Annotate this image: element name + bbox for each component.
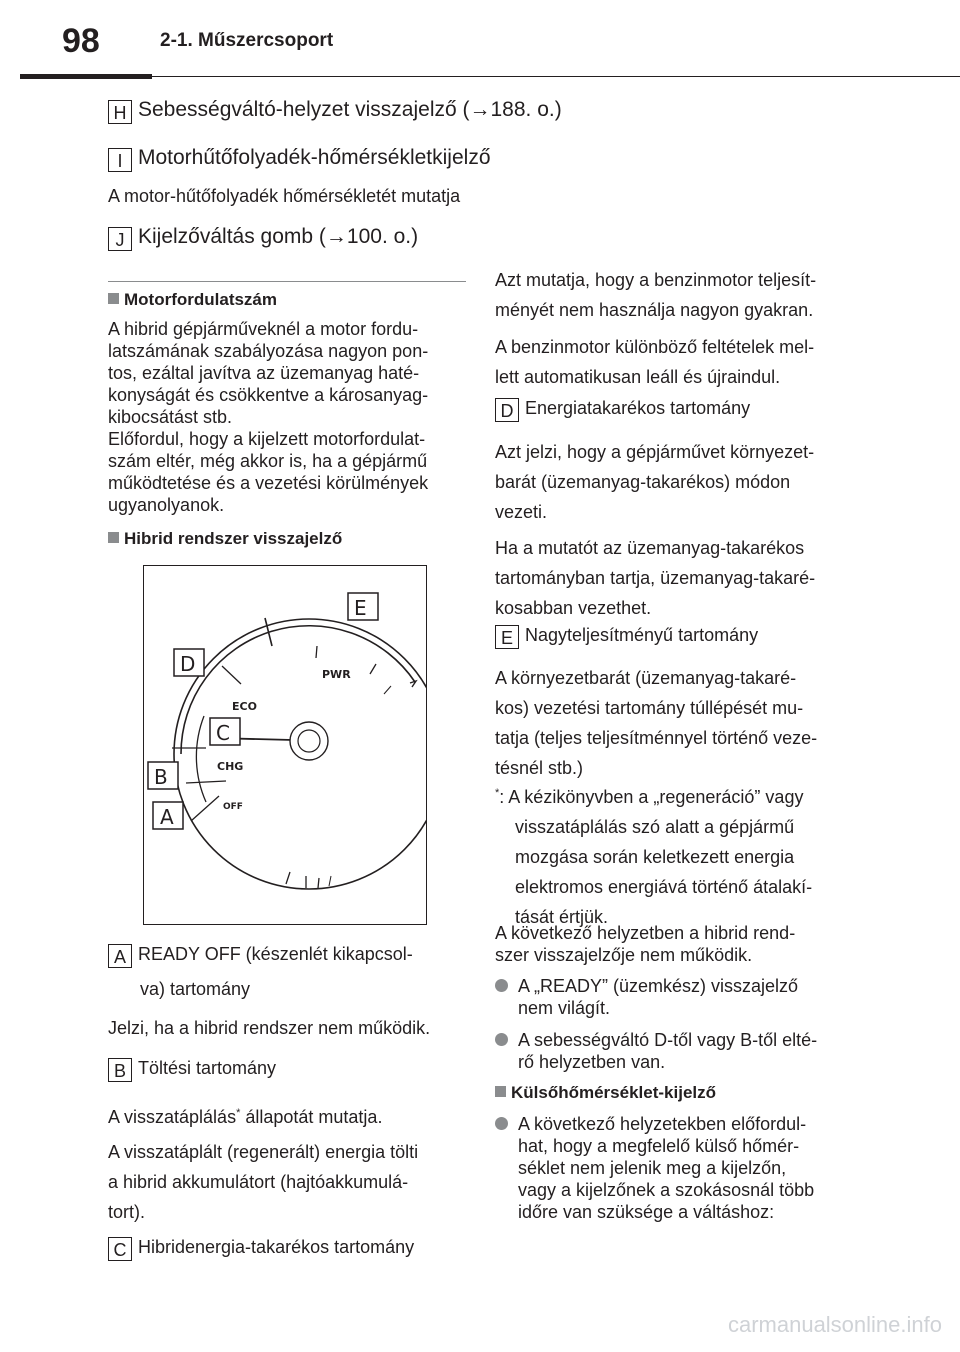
item-e bbox=[495, 625, 758, 649]
item-a bbox=[108, 944, 413, 968]
page-number: 98 bbox=[62, 22, 100, 60]
e-desc-line: tésnél stb.) bbox=[495, 758, 584, 778]
c-desc-line: ményét nem használja nagyon gyakran. bbox=[495, 300, 814, 320]
callout-label-c: C bbox=[216, 721, 230, 745]
callout-label-d: D bbox=[180, 652, 196, 676]
rpm-line: kibocsátást stb. bbox=[108, 407, 233, 427]
zone-label-chg: CHG bbox=[217, 760, 244, 773]
a-b-boundary-line bbox=[186, 781, 226, 783]
section-rpm-title: Motorfordulatszám bbox=[124, 290, 277, 309]
round-bullet-icon bbox=[495, 979, 508, 992]
footnote-line: : A kézikönyvben a „regeneráció” vagy bbox=[499, 787, 804, 807]
bullet-line: A sebességváltó D-től vagy B-től elté- bbox=[518, 1030, 818, 1050]
inner-range-arc bbox=[196, 716, 206, 802]
bullet-line: vagy a kijelzőnek a szokásosnál több bbox=[518, 1180, 815, 1200]
d-desc-line: Ha a mutatót az üzemanyag-takarékos bbox=[495, 538, 805, 558]
item-c bbox=[108, 1237, 414, 1261]
rpm-line: latszámának szabályozása nagyon pon- bbox=[108, 341, 429, 361]
header-rule-thin bbox=[152, 76, 960, 77]
round-bullet-icon bbox=[495, 1033, 508, 1046]
eco-line bbox=[222, 666, 241, 684]
d-desc-line: Azt jelzi, hogy a gépjárművet környezet- bbox=[495, 442, 815, 462]
d-desc-line: tartományban tartja, üzemanyag-takaré- bbox=[495, 568, 816, 588]
label-box-c: C bbox=[108, 1237, 132, 1261]
item-a-line1: READY OFF (készenlét kikapcsol- bbox=[138, 944, 413, 964]
rpm-line: ugyanolyanok. bbox=[108, 495, 225, 515]
b-desc-pre: A visszatáplálás bbox=[108, 1107, 237, 1127]
label-box-b: B bbox=[108, 1058, 132, 1082]
label-box-j: J bbox=[108, 227, 132, 251]
bullet-line: nem világít. bbox=[518, 998, 611, 1018]
e-desc-line: kos) vezetési tartomány túllépését mu- bbox=[495, 698, 804, 718]
footnote-mark: * bbox=[495, 787, 500, 799]
e-description bbox=[495, 663, 817, 783]
bullet-outside-temp bbox=[495, 1113, 814, 1223]
bullet-line: séklet nem jelenik meg a kijelzőn, bbox=[518, 1158, 787, 1178]
item-b-description bbox=[108, 1102, 382, 1128]
footnote-line: mozgása során keletkezett energia bbox=[515, 847, 795, 867]
not-working-line: A következő helyzetben a hibrid rend- bbox=[495, 923, 796, 943]
rpm-line: konyságát és csökkentve a károsanyag- bbox=[108, 385, 429, 405]
b-desc-post: állapotát mutatja. bbox=[240, 1107, 383, 1127]
item-j bbox=[108, 225, 418, 251]
bullet-line: rő helyzetben van. bbox=[518, 1052, 666, 1072]
footnote-line: tását értjük. bbox=[515, 907, 609, 927]
item-h bbox=[108, 98, 562, 124]
section-separator bbox=[108, 281, 466, 282]
b-desc-line: tort). bbox=[108, 1202, 146, 1222]
d-desc-line: barát (üzemanyag-takarékos) módon bbox=[495, 472, 791, 492]
callout-label-b: B bbox=[154, 765, 168, 789]
square-bullet-icon bbox=[495, 1086, 506, 1097]
not-working-paragraph bbox=[495, 922, 795, 966]
zone-label-eco: ECO bbox=[232, 700, 257, 713]
label-box-d: D bbox=[495, 398, 519, 422]
footnote-line: visszatáplálás szó alatt a gépjármű bbox=[515, 817, 795, 837]
round-bullet-icon bbox=[495, 1117, 508, 1130]
not-working-line: szer visszajelzője nem működik. bbox=[495, 945, 753, 965]
square-bullet-icon bbox=[108, 293, 119, 304]
gauge-hub-outer bbox=[290, 722, 328, 760]
d-desc-line: vezeti. bbox=[495, 502, 548, 522]
footnote-line: elektromos energiává történő átalakí- bbox=[515, 877, 813, 897]
watermark: carmanualsonline.info bbox=[727, 1312, 942, 1337]
item-i-text: Motorhűtőfolyadék-hőmérsékletkijelző bbox=[138, 146, 491, 169]
hybrid-indicator-figure bbox=[143, 565, 427, 925]
bullet-gear bbox=[495, 1029, 817, 1073]
square-bullet-icon bbox=[108, 532, 119, 543]
e-desc-line: tatja (teljes teljesítménnyel történő veze- bbox=[495, 728, 818, 748]
rpm-line: A hibrid gépjárműveknél a motor fordu- bbox=[108, 319, 419, 339]
footnote-line-first bbox=[495, 778, 812, 812]
e-desc-line: A környezetbarát (üzemanyag-takaré- bbox=[495, 668, 797, 688]
callout-label-e: E bbox=[354, 596, 367, 620]
section-outside-temp-title: Külsőhőmérséklet-kijelző bbox=[511, 1083, 717, 1102]
label-box-e: E bbox=[495, 625, 519, 649]
label-box-h: H bbox=[108, 100, 132, 124]
zone-label-off: OFF bbox=[223, 802, 243, 812]
c-desc-line: A benzinmotor különböző feltételek mel- bbox=[495, 337, 815, 357]
item-b-text: Töltési tartomány bbox=[138, 1058, 277, 1078]
item-b bbox=[108, 1058, 276, 1082]
bottom-tick bbox=[286, 872, 290, 884]
range-tick bbox=[384, 686, 391, 694]
b-desc-line: a hibrid akkumulátort (hajtóakkumulá- bbox=[108, 1172, 409, 1192]
bottom-tick bbox=[318, 878, 319, 888]
item-a-line2: va) tartomány bbox=[140, 979, 251, 999]
item-d bbox=[495, 398, 750, 422]
item-c-text: Hibridenergia-takarékos tartomány bbox=[138, 1237, 415, 1257]
item-h-text: Sebességváltó-helyzet visszajelző (→188. o.) bbox=[138, 98, 562, 121]
rpm-line: tos, ezáltal javítva az üzemanyag haté- bbox=[108, 363, 420, 383]
bullet-line: A következő helyzetekben előfordul- bbox=[518, 1114, 807, 1134]
outer-arrow-e bbox=[410, 681, 416, 687]
c-desc-line: lett automatikusan leáll és újraindul. bbox=[495, 367, 781, 387]
label-box-i: I bbox=[108, 148, 132, 172]
eco-pwr-tick bbox=[316, 646, 317, 658]
footnote-star: * bbox=[236, 1107, 241, 1119]
bullet-ready bbox=[495, 975, 798, 1019]
rpm-line: működtetése és a vezetési körülmények bbox=[108, 473, 429, 493]
item-e-text: Nagyteljesítményű tartomány bbox=[525, 625, 759, 645]
section-hybrid-title: Hibrid rendszer visszajelző bbox=[124, 529, 343, 548]
rpm-line: Előfordul, hogy a kijelzett motorfordulat- bbox=[108, 429, 426, 449]
item-i bbox=[108, 146, 491, 172]
item-a-description: Jelzi, ha a hibrid rendszer nem működik. bbox=[108, 1018, 431, 1038]
item-d-text: Energiatakarékos tartomány bbox=[525, 398, 751, 418]
c-description bbox=[495, 265, 816, 392]
item-b-description-2 bbox=[108, 1137, 418, 1227]
d-desc-line: kosabban vezethet. bbox=[495, 598, 652, 618]
section-hybrid bbox=[108, 529, 342, 549]
bullet-line: hat, hogy a megfelelő külső hőmér- bbox=[518, 1136, 800, 1156]
header-rule-thick bbox=[20, 74, 152, 79]
c-desc-line: Azt mutatja, hogy a benzinmotor teljesít- bbox=[495, 270, 817, 290]
b-desc-line: A visszatáplált (regenerált) energia tölti bbox=[108, 1142, 419, 1162]
item-i-description: A motor-hűtőfolyadék hőmérsékletét mutatja bbox=[108, 186, 461, 206]
callout-label-a: A bbox=[160, 805, 174, 829]
chapter-title: 2-1. Műszercsoport bbox=[160, 30, 334, 51]
zone-label-pwr: PWR bbox=[322, 668, 351, 681]
bullet-line: időre van szüksége a váltáshoz: bbox=[518, 1202, 775, 1222]
bullet-line: A „READY” (üzemkész) visszajelző bbox=[518, 976, 799, 996]
rpm-paragraph bbox=[108, 318, 470, 516]
footnote bbox=[495, 778, 812, 932]
d-description bbox=[495, 437, 815, 623]
section-rpm bbox=[108, 290, 277, 310]
pwr-tick bbox=[370, 664, 376, 674]
section-outside-temp bbox=[495, 1083, 716, 1103]
label-box-a: A bbox=[108, 944, 132, 968]
hybrid-indicator-gauge bbox=[144, 566, 426, 924]
item-j-text: Kijelzőváltás gomb (→100. o.) bbox=[138, 225, 419, 248]
bottom-tick bbox=[329, 876, 331, 886]
rpm-line: szám eltér, még akkor is, ha a gépjármű bbox=[108, 451, 428, 471]
